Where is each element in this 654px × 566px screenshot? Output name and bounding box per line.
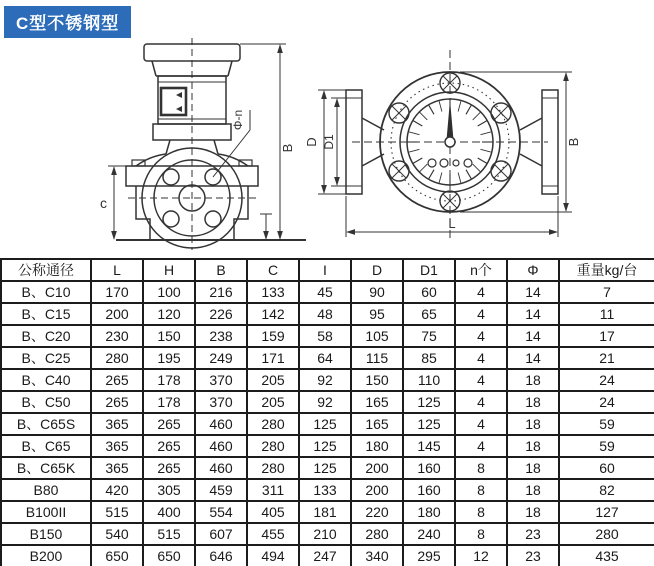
table-row: [1, 303, 654, 325]
header-nominal-diameter: 公称通径: [1, 259, 91, 281]
value-cell: 180: [403, 501, 455, 523]
value-cell: 340: [351, 545, 403, 566]
value-cell: 370: [195, 369, 247, 391]
value-cell: 165: [351, 391, 403, 413]
value-cell: 455: [247, 523, 299, 545]
value-cell: 17: [559, 325, 654, 347]
value-cell: 4: [455, 369, 507, 391]
value-cell: 4: [455, 413, 507, 435]
value-cell: 365: [91, 435, 143, 457]
value-cell: 365: [91, 457, 143, 479]
value-cell: 220: [351, 501, 403, 523]
value-cell: 18: [507, 435, 559, 457]
value-cell: 85: [403, 347, 455, 369]
value-cell: 125: [299, 435, 351, 457]
value-cell: 8: [455, 457, 507, 479]
value-cell: 24: [559, 369, 654, 391]
header-l: L: [91, 259, 143, 281]
value-cell: 100: [143, 281, 195, 303]
value-cell: 120: [143, 303, 195, 325]
section-title-badge: C型不锈钢型: [4, 6, 131, 38]
bolt-hole: [163, 211, 179, 227]
value-cell: 265: [143, 413, 195, 435]
value-cell: 95: [351, 303, 403, 325]
value-cell: 405: [247, 501, 299, 523]
value-cell: 150: [351, 369, 403, 391]
value-cell: 400: [143, 501, 195, 523]
value-cell: 142: [247, 303, 299, 325]
register-window: [161, 88, 186, 115]
value-cell: 48: [299, 303, 351, 325]
value-cell: 90: [351, 281, 403, 303]
value-cell: 249: [195, 347, 247, 369]
value-cell: 110: [403, 369, 455, 391]
table-row: [1, 457, 654, 479]
value-cell: 60: [403, 281, 455, 303]
model-cell: B150: [1, 523, 91, 545]
header-d: D: [351, 259, 403, 281]
value-cell: 60: [559, 457, 654, 479]
value-cell: 554: [195, 501, 247, 523]
value-cell: 280: [247, 457, 299, 479]
table-row: [1, 501, 654, 523]
value-cell: 92: [299, 391, 351, 413]
needle-hub: [445, 137, 455, 147]
header-i: I: [299, 259, 351, 281]
value-cell: 18: [507, 501, 559, 523]
value-cell: 200: [351, 457, 403, 479]
header-weight: 重量kg/台: [559, 259, 654, 281]
value-cell: 58: [299, 325, 351, 347]
value-cell: 305: [143, 479, 195, 501]
value-cell: 280: [91, 347, 143, 369]
value-cell: 280: [247, 435, 299, 457]
value-cell: 18: [507, 457, 559, 479]
header-d1: D1: [403, 259, 455, 281]
value-cell: 65: [403, 303, 455, 325]
model-cell: B、C40: [1, 369, 91, 391]
value-cell: 265: [91, 369, 143, 391]
value-cell: 370: [195, 391, 247, 413]
dim-label-d: D: [304, 137, 319, 147]
value-cell: 165: [351, 413, 403, 435]
model-cell: B、C10: [1, 281, 91, 303]
value-cell: 365: [91, 413, 143, 435]
value-cell: 125: [299, 413, 351, 435]
value-cell: 105: [351, 325, 403, 347]
value-cell: 216: [195, 281, 247, 303]
value-cell: 210: [299, 523, 351, 545]
dim-label-d1: D1: [322, 134, 336, 150]
model-cell: B、C15: [1, 303, 91, 325]
value-cell: 205: [247, 391, 299, 413]
value-cell: 205: [247, 369, 299, 391]
dim-label-phi-n: Φ-n: [231, 109, 245, 131]
value-cell: 92: [299, 369, 351, 391]
model-cell: B80: [1, 479, 91, 501]
table-row: [1, 281, 654, 303]
value-cell: 125: [403, 413, 455, 435]
value-cell: 18: [507, 413, 559, 435]
header-n: n个: [455, 259, 507, 281]
value-cell: 265: [143, 457, 195, 479]
technical-drawings: [0, 34, 654, 258]
value-cell: 247: [299, 545, 351, 566]
dimensions-table: [0, 258, 654, 566]
value-cell: 75: [403, 325, 455, 347]
header-c: C: [247, 259, 299, 281]
value-cell: 540: [91, 523, 143, 545]
table-row: [1, 391, 654, 413]
value-cell: 150: [143, 325, 195, 347]
dimension-b: [240, 44, 286, 239]
dim-label-c: c: [100, 195, 107, 211]
value-cell: 133: [247, 281, 299, 303]
value-cell: 195: [143, 347, 195, 369]
value-cell: 240: [403, 523, 455, 545]
value-cell: 8: [455, 479, 507, 501]
dimension-c: [108, 166, 126, 239]
model-cell: B、C65K: [1, 457, 91, 479]
value-cell: 178: [143, 369, 195, 391]
model-cell: B、C65: [1, 435, 91, 457]
value-cell: 160: [403, 479, 455, 501]
value-cell: 133: [299, 479, 351, 501]
model-cell: B、C20: [1, 325, 91, 347]
value-cell: 265: [91, 391, 143, 413]
front-view-drawing: [300, 36, 600, 256]
value-cell: 8: [455, 523, 507, 545]
value-cell: 435: [559, 545, 654, 566]
value-cell: 646: [195, 545, 247, 566]
value-cell: 127: [559, 501, 654, 523]
header-b: B: [195, 259, 247, 281]
value-cell: 295: [403, 545, 455, 566]
value-cell: 23: [507, 523, 559, 545]
value-cell: 159: [247, 325, 299, 347]
bolt-hole: [205, 211, 221, 227]
value-cell: 460: [195, 457, 247, 479]
value-cell: 515: [143, 523, 195, 545]
table-row: [1, 347, 654, 369]
dim-label-b: B: [566, 137, 581, 147]
table-header-row: [1, 259, 654, 281]
value-cell: 200: [351, 479, 403, 501]
dim-label-b: B: [280, 143, 295, 153]
header-phi: Φ: [507, 259, 559, 281]
value-cell: 11: [559, 303, 654, 325]
value-cell: 280: [247, 413, 299, 435]
value-cell: 24: [559, 391, 654, 413]
value-cell: 178: [143, 391, 195, 413]
value-cell: 494: [247, 545, 299, 566]
needle: [447, 100, 454, 140]
value-cell: 160: [403, 457, 455, 479]
value-cell: 14: [507, 281, 559, 303]
model-cell: B、C25: [1, 347, 91, 369]
value-cell: 280: [351, 523, 403, 545]
value-cell: 230: [91, 325, 143, 347]
table-row: [1, 479, 654, 501]
value-cell: 650: [143, 545, 195, 566]
value-cell: 280: [559, 523, 654, 545]
model-cell: B、C65S: [1, 413, 91, 435]
value-cell: 4: [455, 325, 507, 347]
value-cell: 200: [91, 303, 143, 325]
value-cell: 145: [403, 435, 455, 457]
value-cell: 59: [559, 435, 654, 457]
value-cell: 180: [351, 435, 403, 457]
model-cell: B100II: [1, 501, 91, 523]
value-cell: 4: [455, 281, 507, 303]
value-cell: 59: [559, 413, 654, 435]
value-cell: 170: [91, 281, 143, 303]
value-cell: 125: [403, 391, 455, 413]
value-cell: 420: [91, 479, 143, 501]
value-cell: 23: [507, 545, 559, 566]
value-cell: 115: [351, 347, 403, 369]
side-view-drawing: [70, 36, 306, 256]
value-cell: 18: [507, 391, 559, 413]
table-row: [1, 523, 654, 545]
table-row: [1, 413, 654, 435]
value-cell: 181: [299, 501, 351, 523]
header-h: H: [143, 259, 195, 281]
table-row: [1, 369, 654, 391]
value-cell: 607: [195, 523, 247, 545]
value-cell: 460: [195, 413, 247, 435]
value-cell: 125: [299, 457, 351, 479]
value-cell: 18: [507, 479, 559, 501]
value-cell: 18: [507, 369, 559, 391]
value-cell: 515: [91, 501, 143, 523]
value-cell: 64: [299, 347, 351, 369]
value-cell: 4: [455, 391, 507, 413]
value-cell: 4: [455, 303, 507, 325]
value-cell: 171: [247, 347, 299, 369]
value-cell: 8: [455, 501, 507, 523]
value-cell: 459: [195, 479, 247, 501]
bolt-hole: [163, 169, 179, 185]
model-cell: B200: [1, 545, 91, 566]
value-cell: 4: [455, 347, 507, 369]
table-body: [1, 281, 654, 566]
value-cell: 12: [455, 545, 507, 566]
value-cell: 4: [455, 435, 507, 457]
value-cell: 226: [195, 303, 247, 325]
dim-label-l: L: [448, 216, 456, 231]
value-cell: 265: [143, 435, 195, 457]
value-cell: 14: [507, 347, 559, 369]
value-cell: 14: [507, 303, 559, 325]
value-cell: 650: [91, 545, 143, 566]
table-row: [1, 435, 654, 457]
value-cell: 7: [559, 281, 654, 303]
value-cell: 460: [195, 435, 247, 457]
value-cell: 311: [247, 479, 299, 501]
value-cell: 21: [559, 347, 654, 369]
table-row: [1, 325, 654, 347]
value-cell: 45: [299, 281, 351, 303]
value-cell: 238: [195, 325, 247, 347]
table-row: [1, 545, 654, 566]
model-cell: B、C50: [1, 391, 91, 413]
value-cell: 14: [507, 325, 559, 347]
value-cell: 82: [559, 479, 654, 501]
